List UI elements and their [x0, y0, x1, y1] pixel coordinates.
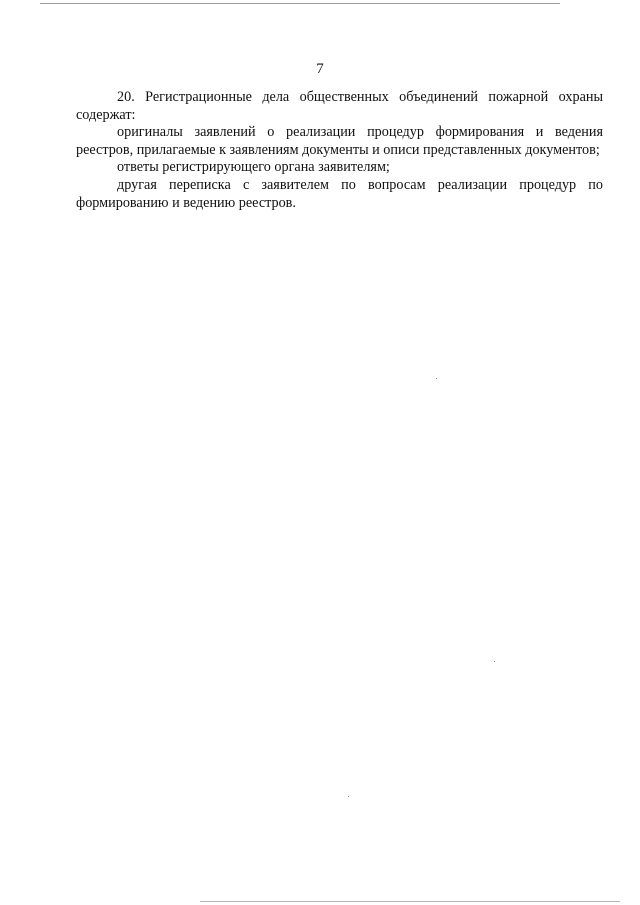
- paragraph-correspondence: другая переписка с заявителем по вопросам реализации процедур по формированию и ведению реестров.: [76, 176, 603, 211]
- scan-speck: [348, 796, 349, 797]
- scan-speck: [436, 378, 437, 379]
- paragraph-item-20: 20. Регистрационные дела общественных объединений пожарной охраны содержат:: [76, 89, 603, 123]
- scan-speck: [494, 661, 495, 662]
- paragraph-responses: ответы регистрирующего органа заявителям;: [117, 159, 390, 176]
- scan-edge-top: [40, 3, 560, 4]
- paragraph-originals: оригиналы заявлений о реализации процедур формирования и ведения реестров, прилагаемые к заявлениям документы и описи представленных документов;: [76, 124, 603, 158]
- document-body: [76, 89, 603, 212]
- scan-edge-bottom: [200, 901, 620, 902]
- page-number: 7: [316, 61, 324, 77]
